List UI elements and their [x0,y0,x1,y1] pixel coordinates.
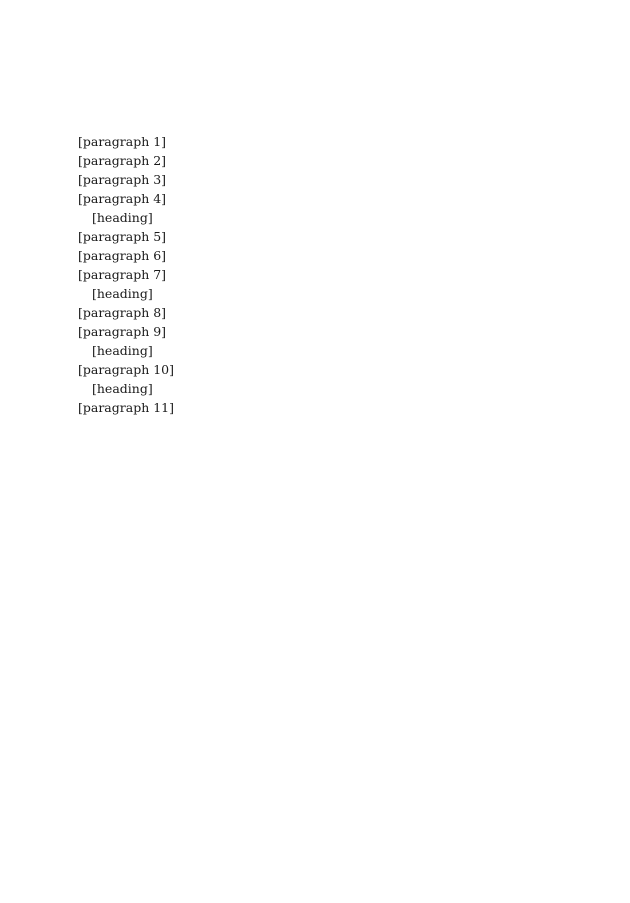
section-heading: [heading] [92,210,153,225]
paragraph: [paragraph 6] [78,248,167,263]
section-heading: [heading] [92,381,153,396]
document-body [78,132,556,417]
section-heading: [heading] [92,343,153,358]
paragraph: [paragraph 5] [78,229,167,244]
paragraph: [paragraph 1] [78,134,167,149]
paragraph: [paragraph 11] [78,400,174,415]
paragraph: [paragraph 9] [78,324,167,339]
paragraph: [paragraph 4] [78,191,167,206]
paragraph: [paragraph 10] [78,362,174,377]
paragraph: [paragraph 3] [78,172,167,187]
paragraph: [paragraph 8] [78,305,167,320]
paragraph: [paragraph 7] [78,267,167,282]
paragraph: [paragraph 2] [78,153,167,168]
section-heading: [heading] [92,286,153,301]
